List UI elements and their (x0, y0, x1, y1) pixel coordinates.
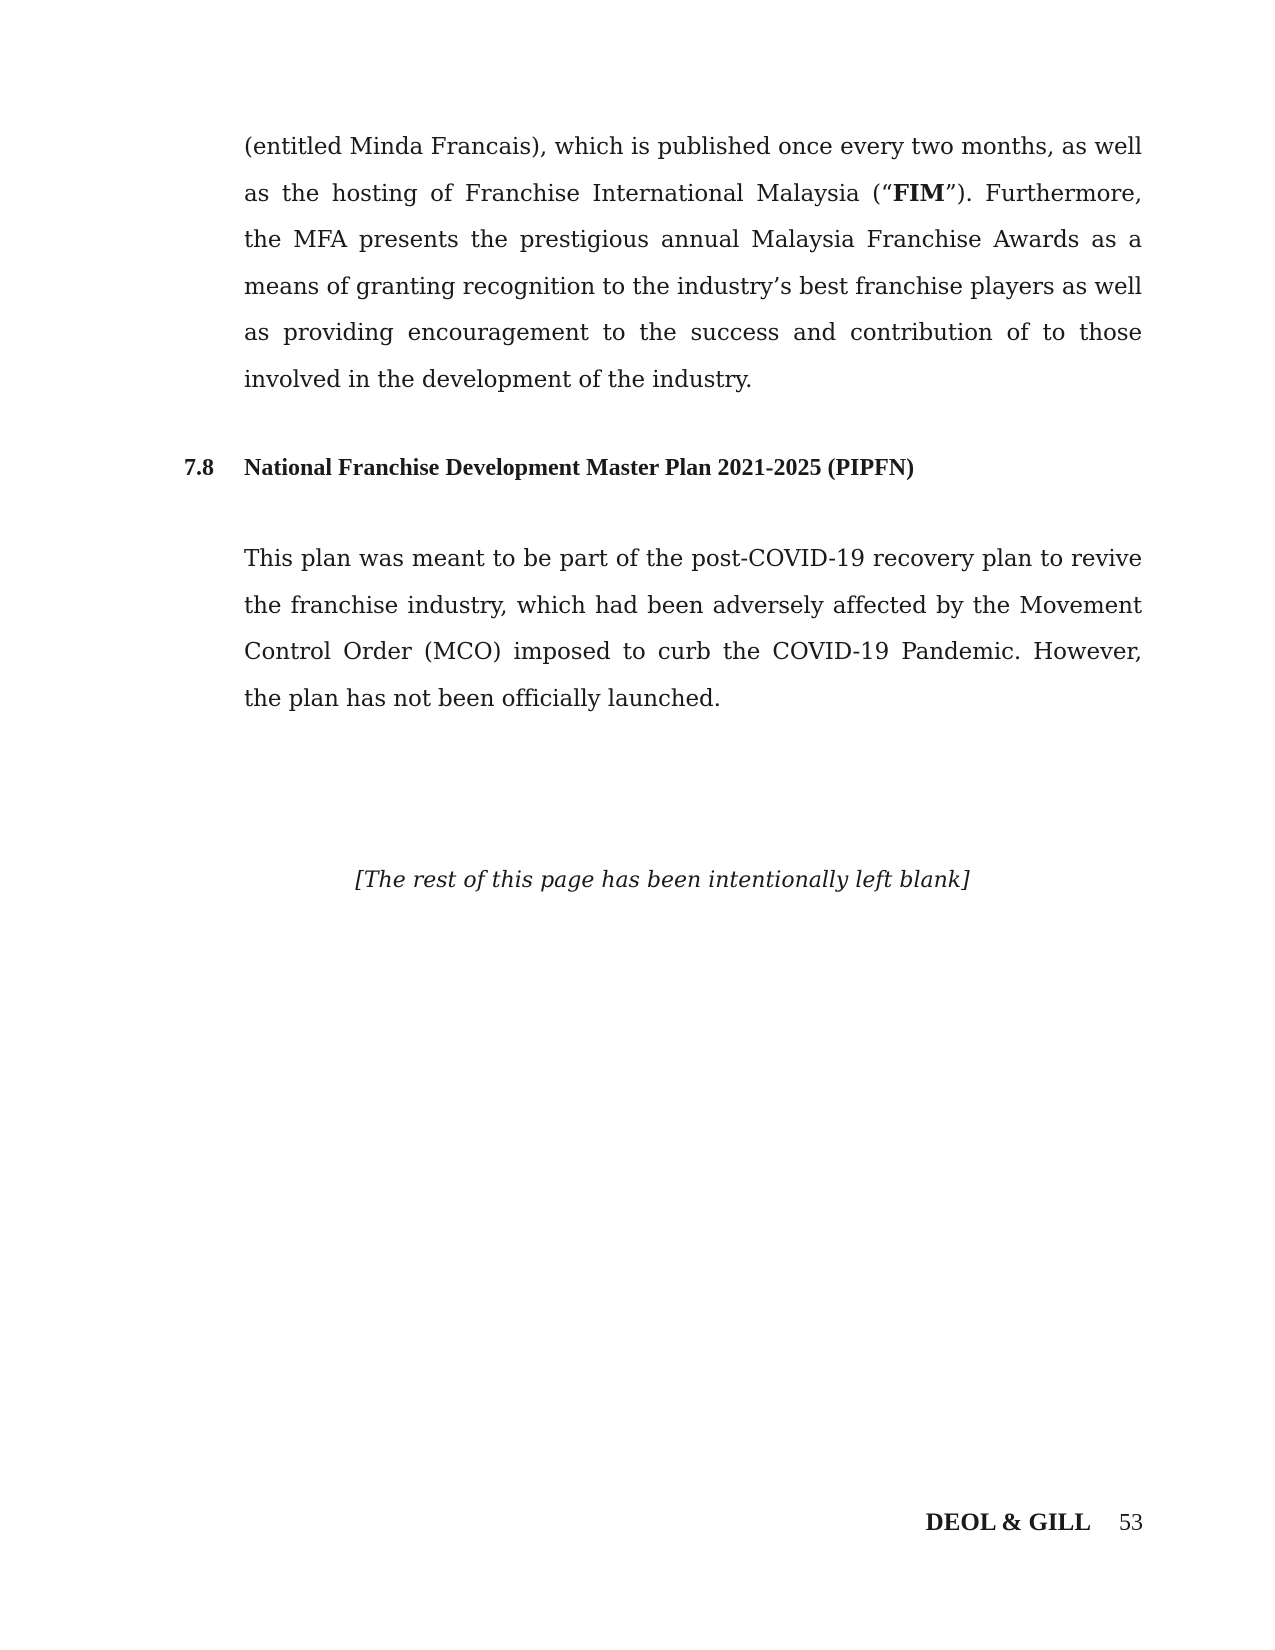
page-footer (926, 1508, 1143, 1538)
paragraph-mfa-activities (244, 124, 1142, 403)
paragraph-text-end: ”). Furthermore, the MFA presents the prestigious annual Malaysia Franchise Awards as a means of granting recognition to the industry’s best franchise players as well as providing encouragement to the success and contribution of to those involved in the development of the industry. (244, 180, 1142, 393)
paragraph-pipfn: This plan was meant to be part of the post-COVID-19 recovery plan to revive the franchise industry, which had been adversely affected by the Movement Control Order (MCO) imposed to curb the COVID-19 Pandemic. However, the plan has not been officially launched. (244, 546, 1142, 712)
fim-abbreviation: FIM (892, 179, 945, 207)
firm-name: DEOL & GILL (925, 1509, 1091, 1536)
section-number: 7.8 (184, 455, 214, 481)
page-number: 53 (1119, 1510, 1143, 1536)
paragraph-text-start: (entitled Minda Francais), which is published once every two months, as well as the hosting of Franchise International Malaysia (“ (244, 134, 1142, 207)
section-title: National Franchise Development Master Plan 2021-2025 (PIPFN) (244, 455, 915, 481)
blank-page-note: [The rest of this page has been intentionally left blank] (355, 868, 970, 893)
